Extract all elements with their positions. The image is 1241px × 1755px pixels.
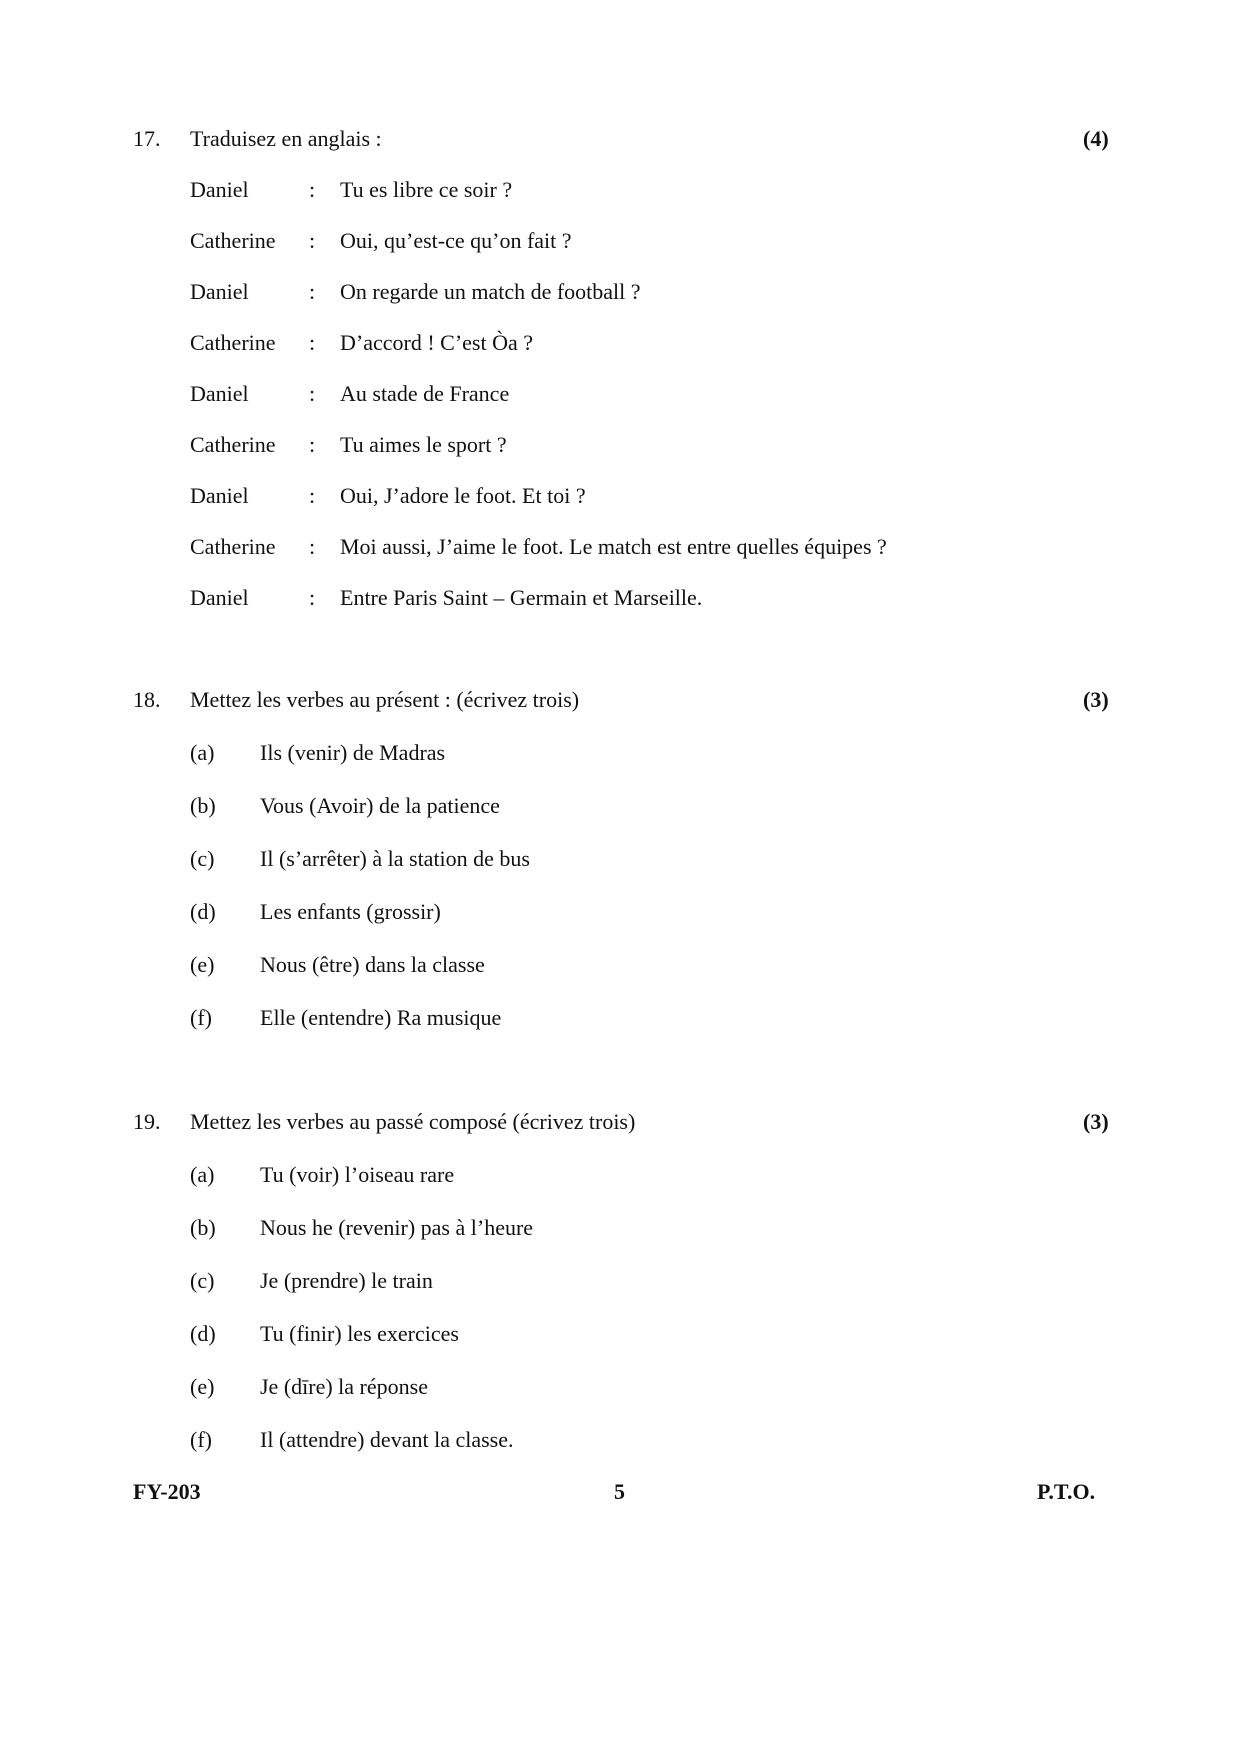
item-text: Ils (venir) de Madras (260, 740, 446, 765)
item-label: (d) (190, 1321, 216, 1346)
item-text: Elle (entendre) Ra musique (260, 1005, 502, 1030)
speaker-colon: : (309, 279, 316, 304)
speaker-name: Daniel (190, 381, 249, 406)
paper-code: FY-203 (133, 1479, 201, 1504)
speaker-name: Catherine (190, 330, 276, 355)
item-label: (b) (190, 793, 216, 818)
item-label: (f) (190, 1427, 212, 1452)
question-marks: (3) (1083, 1109, 1109, 1134)
speaker-name: Daniel (190, 279, 249, 304)
question-number: 18. (133, 687, 161, 712)
speaker-name: Catherine (190, 534, 276, 559)
speaker-name: Daniel (190, 585, 249, 610)
speaker-colon: : (309, 585, 316, 610)
dialogue-line: Moi aussi, J’aime le foot. Le match est entre quelles équipes ? (340, 534, 887, 559)
speaker-name: Daniel (190, 177, 249, 202)
dialogue-line: Tu aimes le sport ? (340, 432, 507, 457)
question-marks: (4) (1083, 126, 1109, 151)
dialogue-line: On regarde un match de football ? (340, 279, 641, 304)
speaker-colon: : (309, 228, 316, 253)
dialogue-line: Au stade de France (340, 381, 510, 406)
dialogue-line: Entre Paris Saint – Germain et Marseille. (340, 585, 703, 610)
item-label: (c) (190, 1268, 215, 1293)
item-text: Nous (être) dans la classe (260, 952, 485, 977)
item-text: Les enfants (grossir) (260, 899, 441, 924)
question-marks: (3) (1083, 687, 1109, 712)
dialogue-line: Oui, qu’est-ce qu’on fait ? (340, 228, 572, 253)
speaker-colon: : (309, 534, 316, 559)
page-number: 5 (614, 1479, 625, 1504)
question-number: 17. (133, 126, 161, 151)
speaker-colon: : (309, 483, 316, 508)
question-text: Mettez les verbes au présent : (écrivez trois) (190, 687, 580, 712)
item-label: (a) (190, 1162, 215, 1187)
item-text: Il (s’arrêter) à la station de bus (260, 846, 530, 871)
dialogue-line: Oui, J’adore le foot. Et toi ? (340, 483, 586, 508)
speaker-name: Catherine (190, 432, 276, 457)
dialogue-line: D’accord ! C’est Òa ? (340, 330, 534, 355)
item-text: Je (dīre) la réponse (260, 1374, 428, 1399)
question-text: Traduisez en anglais : (190, 126, 382, 151)
item-label: (f) (190, 1005, 212, 1030)
dialogue-line: Tu es libre ce soir ? (340, 177, 513, 202)
speaker-name: Daniel (190, 483, 249, 508)
item-label: (e) (190, 952, 215, 977)
item-text: Tu (voir) l’oiseau rare (260, 1162, 455, 1187)
item-text: Nous he (revenir) pas à l’heure (260, 1215, 534, 1240)
question-text: Mettez les verbes au passé composé (écrivez trois) (190, 1109, 636, 1134)
speaker-colon: : (309, 177, 316, 202)
item-text: Je (prendre) le train (260, 1268, 433, 1293)
item-label: (d) (190, 899, 216, 924)
question-number: 19. (133, 1109, 161, 1134)
item-label: (c) (190, 846, 215, 871)
pto-label: P.T.O. (1037, 1479, 1096, 1504)
item-label: (b) (190, 1215, 216, 1240)
item-text: Tu (finir) les exercices (260, 1321, 459, 1346)
speaker-colon: : (309, 330, 316, 355)
item-label: (e) (190, 1374, 215, 1399)
item-text: Vous (Avoir) de la patience (260, 793, 500, 818)
speaker-name: Catherine (190, 228, 276, 253)
item-label: (a) (190, 740, 215, 765)
speaker-colon: : (309, 432, 316, 457)
speaker-colon: : (309, 381, 316, 406)
item-text: Il (attendre) devant la classe. (260, 1427, 514, 1452)
